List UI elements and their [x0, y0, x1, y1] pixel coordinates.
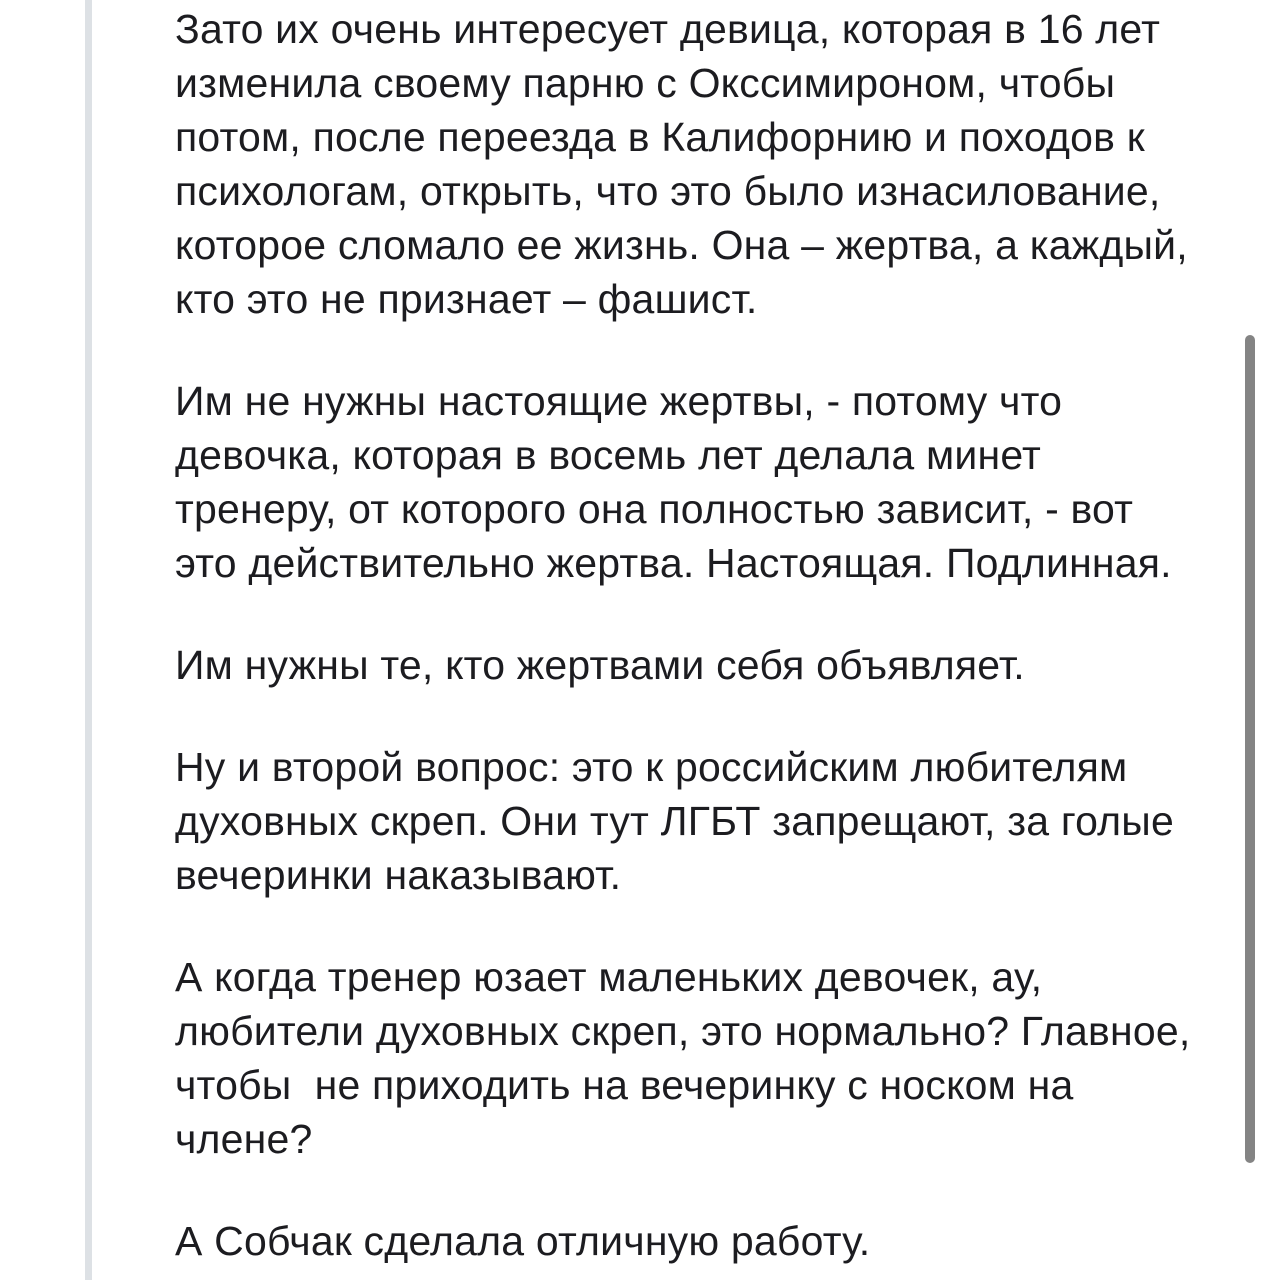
text-line: Зато их очень интересует девица, которая в 16 лет [175, 6, 1161, 52]
message-text [175, 0, 1225, 1268]
scrollbar-thumb[interactable] [1245, 335, 1255, 1163]
text-line: духовных скреп. Они тут ЛГБТ запрещают, за голые [175, 798, 1174, 844]
text-line: кто это не признает – фашист. [175, 276, 758, 322]
text-line: Ну и второй вопрос: это к российским любителям [175, 744, 1128, 790]
text-line: это действительно жертва. Настоящая. Подлинная. [175, 540, 1172, 586]
text-line: А когда тренер юзает маленьких девочек, ау, [175, 954, 1043, 1000]
text-line: любители духовных скреп, это нормально? Главное, [175, 1008, 1191, 1054]
left-panel-divider [85, 0, 92, 1280]
paragraph [175, 374, 1225, 590]
text-line: Им не нужны настоящие жертвы, - потому что [175, 378, 1063, 424]
text-line: члене? [175, 1116, 313, 1162]
text-line: А Собчак сделала отличную работу. [175, 1218, 871, 1264]
text-line: психологам, открыть, что это было изнасилование, [175, 168, 1161, 214]
text-line: вечеринки наказывают. [175, 852, 622, 898]
text-line: тренеру, от которого она полностью зависит, - вот [175, 486, 1134, 532]
text-line: изменила своему парню с Окссимироном, чтобы [175, 60, 1116, 106]
paragraph [175, 2, 1225, 326]
paragraph [175, 638, 1225, 692]
text-line: чтобы не приходить на вечеринку с носком на [175, 1062, 1074, 1108]
paragraph [175, 950, 1225, 1166]
paragraph [175, 1214, 1225, 1268]
text-line: девочка, которая в восемь лет делала минет [175, 432, 1041, 478]
paragraph [175, 740, 1225, 902]
text-line: Им нужны те, кто жертвами себя объявляет. [175, 642, 1025, 688]
text-line: потом, после переезда в Калифорнию и походов к [175, 114, 1145, 160]
text-line: которое сломало ее жизнь. Она – жертва, а каждый, [175, 222, 1188, 268]
